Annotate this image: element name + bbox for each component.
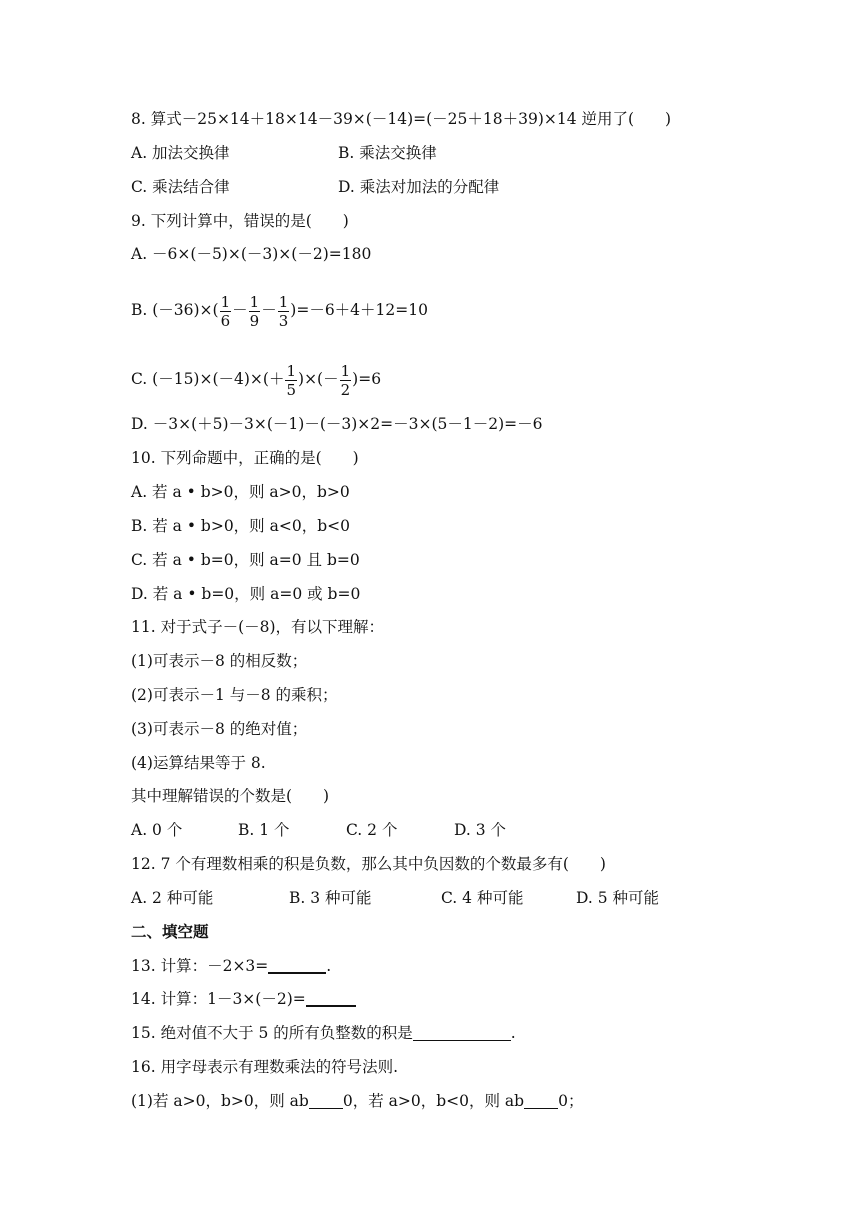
question-11-point-4: (4)运算结果等于 8. [131, 754, 266, 772]
question-8-options-row1 [131, 143, 437, 163]
option-b-prefix: B. (－36)×( [131, 301, 219, 319]
question-10-stem: 10. 下列命题中，正确的是( ) [131, 449, 359, 467]
fraction-one-ninth: $\frac{1}{9}$ [249, 293, 260, 330]
question-9-option-a: A. －6×(－5)×(－3)×(－2)=180 [131, 245, 372, 263]
fraction-one-fifth: $\frac{1}{5}$ [286, 362, 297, 399]
question-11-option-b: B. 1 个 [238, 821, 290, 839]
question-11-point-2: (2)可表示－1 与－8 的乘积； [131, 686, 338, 704]
question-14 [131, 989, 356, 1009]
question-15-end: . [510, 1024, 516, 1042]
question-13-stem: 13. 计算：－2×3= [131, 957, 269, 975]
question-10-option-a: A. 若 a • b>0，则 a>0，b>0 [131, 483, 350, 501]
option-c-middle: )×(－ [298, 370, 339, 388]
option-b-suffix: )=－6＋4＋12=10 [290, 301, 428, 319]
answer-blank[interactable] [524, 1093, 558, 1109]
question-11-point-3: (3)可表示－8 的绝对值； [131, 720, 308, 738]
question-8-option-a: A. 加法交换律 [131, 144, 230, 162]
fraction-one-third: $\frac{1}{3}$ [278, 293, 289, 330]
question-10-option-c: C. 若 a • b=0，则 a=0 且 b=0 [131, 551, 360, 569]
minus-sign: － [232, 301, 248, 319]
question-15-stem: 15. 绝对值不大于 5 的所有负整数的积是 [131, 1024, 413, 1042]
question-11-options [131, 820, 507, 840]
question-9-option-c [131, 362, 381, 399]
question-11-point-1: (1)可表示－8 的相反数； [131, 652, 308, 670]
option-c-suffix: )=6 [352, 370, 382, 388]
minus-sign: － [261, 301, 277, 319]
question-15 [131, 1023, 516, 1043]
question-11-option-c: C. 2 个 [346, 821, 398, 839]
question-8-option-c: C. 乘法结合律 [131, 178, 230, 196]
part-1-text-a: (1)若 a>0，b>0，则 ab [131, 1092, 309, 1110]
question-12-option-a: A. 2 种可能 [131, 889, 214, 907]
part-1-text-c: 0； [558, 1092, 584, 1110]
question-13-end: . [326, 957, 332, 975]
question-13 [131, 956, 331, 976]
question-9-stem: 9. 下列计算中，错误的是( ) [131, 212, 349, 230]
section-title-fill-in: 二、填空题 [131, 922, 209, 941]
fraction-one-sixth: $\frac{1}{6}$ [220, 293, 231, 330]
question-11-option-a: A. 0 个 [131, 821, 183, 839]
question-14-stem: 14. 计算：1－3×(－2)= [131, 990, 306, 1008]
question-12-option-d: D. 5 种可能 [576, 889, 660, 907]
question-8-option-d: D. 乘法对加法的分配律 [338, 178, 500, 196]
answer-blank[interactable] [268, 957, 326, 974]
question-10-option-d: D. 若 a • b=0，则 a=0 或 b=0 [131, 585, 361, 603]
question-16-part-1 [131, 1091, 583, 1111]
question-9-option-b [131, 293, 428, 330]
question-11-stem: 11. 对于式子－(－8)，有以下理解： [131, 618, 385, 636]
answer-blank[interactable] [413, 1025, 511, 1041]
option-c-prefix: C. (－15)×(－4)×(＋ [131, 370, 285, 388]
question-8-stem: 8. 算式－25×14＋18×14－39×(－14)=(－25＋18＋39)×14 逆用了( ) [131, 110, 672, 128]
question-12-option-c: C. 4 种可能 [441, 889, 524, 907]
question-11-ask: 其中理解错误的个数是( ) [131, 787, 330, 805]
question-11-option-d: D. 3 个 [454, 821, 507, 839]
answer-blank[interactable] [306, 990, 356, 1007]
question-16-stem: 16. 用字母表示有理数乘法的符号法则. [131, 1058, 399, 1076]
question-12-stem: 12. 7 个有理数相乘的积是负数，那么其中负因数的个数最多有( ) [131, 855, 606, 873]
question-10-option-b: B. 若 a • b>0，则 a<0，b<0 [131, 517, 350, 535]
question-8-option-b: B. 乘法交换律 [338, 144, 437, 162]
question-8-options-row2 [131, 177, 500, 197]
question-12-options [131, 888, 660, 908]
question-9-option-d: D. －3×(＋5)－3×(－1)－(－3)×2=－3×(5－1－2)=－6 [131, 415, 543, 433]
fraction-one-half: $\frac{1}{2}$ [340, 362, 351, 399]
answer-blank[interactable] [309, 1093, 343, 1109]
question-12-option-b: B. 3 种可能 [289, 889, 372, 907]
part-1-text-b: 0，若 a>0，b<0，则 ab [342, 1092, 525, 1110]
